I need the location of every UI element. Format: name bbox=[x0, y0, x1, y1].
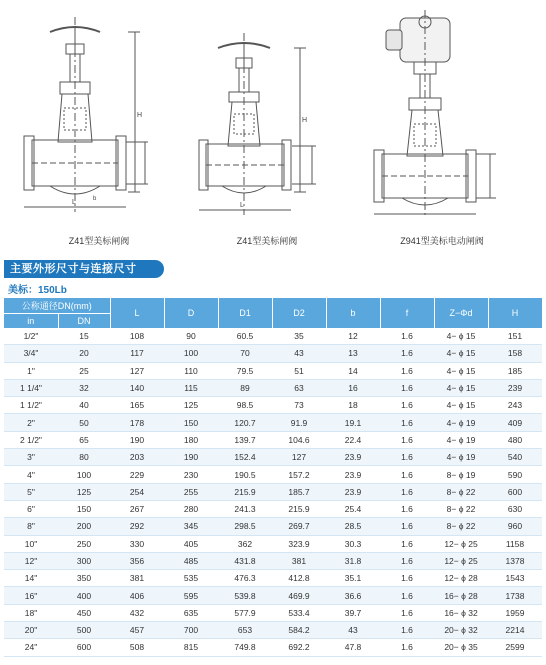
table-cell: 1" bbox=[4, 362, 58, 379]
table-cell: 178 bbox=[110, 414, 164, 431]
table-cell: 24" bbox=[4, 639, 58, 656]
table-cell: 250 bbox=[58, 535, 110, 552]
table-cell: 117 bbox=[110, 345, 164, 362]
table-cell: 20− ϕ 35 bbox=[434, 639, 488, 656]
svg-text:H: H bbox=[137, 112, 143, 119]
table-cell: 63 bbox=[272, 379, 326, 396]
table-cell: 2" bbox=[4, 414, 58, 431]
table-cell: 590 bbox=[488, 466, 542, 483]
table-cell: 533.4 bbox=[272, 604, 326, 621]
table-row bbox=[4, 535, 542, 552]
table-cell: 2599 bbox=[488, 639, 542, 656]
table-cell: 269.7 bbox=[272, 518, 326, 535]
table-cell: 1158 bbox=[488, 535, 542, 552]
table-cell: 15 bbox=[58, 328, 110, 345]
table-cell: 215.9 bbox=[218, 483, 272, 500]
table-row bbox=[4, 362, 542, 379]
table-cell: 4− ϕ 19 bbox=[434, 449, 488, 466]
table-cell: 381 bbox=[110, 570, 164, 587]
table-cell: 108 bbox=[110, 328, 164, 345]
table-cell: 14 bbox=[326, 362, 380, 379]
table-cell: 190 bbox=[110, 431, 164, 448]
table-cell: 1543 bbox=[488, 570, 542, 587]
table-cell: 500 bbox=[58, 622, 110, 639]
table-cell: 406 bbox=[110, 587, 164, 604]
table-cell: 1.6 bbox=[380, 500, 434, 517]
table-cell: 255 bbox=[164, 483, 218, 500]
table-cell: 140 bbox=[110, 379, 164, 396]
table-cell: 30.3 bbox=[326, 535, 380, 552]
svg-text:L: L bbox=[72, 199, 76, 206]
table-row bbox=[4, 518, 542, 535]
table-cell: 584.2 bbox=[272, 622, 326, 639]
table-row bbox=[4, 328, 542, 345]
table-cell: 89 bbox=[218, 379, 272, 396]
header-nominal-diameter: 公称通径DN(mm) bbox=[4, 298, 110, 314]
table-cell: 16 bbox=[326, 379, 380, 396]
table-cell: 20" bbox=[4, 622, 58, 639]
table-cell: 480 bbox=[488, 431, 542, 448]
caption-z41-2: Z41型美标闸阀 bbox=[236, 236, 298, 246]
table-cell: 323.9 bbox=[272, 535, 326, 552]
table-cell: 127 bbox=[272, 449, 326, 466]
table-row bbox=[4, 466, 542, 483]
table-cell: 4− ϕ 19 bbox=[434, 414, 488, 431]
table-cell: 508 bbox=[110, 639, 164, 656]
table-cell: 18" bbox=[4, 604, 58, 621]
table-cell: 535 bbox=[164, 570, 218, 587]
table-cell: 79.5 bbox=[218, 362, 272, 379]
table-cell: 190 bbox=[164, 449, 218, 466]
table-cell: 2 1/2" bbox=[4, 431, 58, 448]
table-cell: 8− ϕ 22 bbox=[434, 518, 488, 535]
gate-valve-drawing-2 bbox=[196, 30, 336, 225]
table-cell: 100 bbox=[58, 466, 110, 483]
table-cell: 10" bbox=[4, 535, 58, 552]
table-cell: 241.3 bbox=[218, 500, 272, 517]
table-cell: 243 bbox=[488, 397, 542, 414]
table-cell: 280 bbox=[164, 500, 218, 517]
table-row bbox=[4, 483, 542, 500]
table-cell: 815 bbox=[164, 639, 218, 656]
table-cell: 203 bbox=[110, 449, 164, 466]
table-cell: 4− ϕ 15 bbox=[434, 379, 488, 396]
table-cell: 5" bbox=[4, 483, 58, 500]
header-f: f bbox=[380, 298, 434, 328]
table-cell: 577.9 bbox=[218, 604, 272, 621]
table-cell: 23.9 bbox=[326, 449, 380, 466]
table-cell: 692.2 bbox=[272, 639, 326, 656]
table-row bbox=[4, 639, 542, 656]
table-cell: 1.6 bbox=[380, 466, 434, 483]
header-L: L bbox=[110, 298, 164, 328]
table-cell: 110 bbox=[164, 362, 218, 379]
table-cell: 700 bbox=[164, 622, 218, 639]
table-cell: 125 bbox=[164, 397, 218, 414]
table-row bbox=[4, 449, 542, 466]
table-cell: 400 bbox=[58, 587, 110, 604]
svg-text:H: H bbox=[302, 117, 308, 124]
table-cell: 4− ϕ 15 bbox=[434, 345, 488, 362]
table-cell: 18 bbox=[326, 397, 380, 414]
table-row bbox=[4, 604, 542, 621]
table-cell: 180 bbox=[164, 431, 218, 448]
table-cell: 185 bbox=[488, 362, 542, 379]
table-cell: 4− ϕ 19 bbox=[434, 431, 488, 448]
table-cell: 239 bbox=[488, 379, 542, 396]
dimension-table bbox=[4, 298, 543, 657]
table-cell: 450 bbox=[58, 604, 110, 621]
table-cell: 635 bbox=[164, 604, 218, 621]
table-cell: 1.6 bbox=[380, 587, 434, 604]
table-cell: 1.6 bbox=[380, 328, 434, 345]
table-row bbox=[4, 552, 542, 569]
table-cell: 469.9 bbox=[272, 587, 326, 604]
table-cell: 1.6 bbox=[380, 622, 434, 639]
table-row bbox=[4, 414, 542, 431]
table-cell: 292 bbox=[110, 518, 164, 535]
table-cell: 1.6 bbox=[380, 449, 434, 466]
table-cell: 362 bbox=[218, 535, 272, 552]
table-cell: 3" bbox=[4, 449, 58, 466]
table-cell: 1.6 bbox=[380, 570, 434, 587]
header-H: H bbox=[488, 298, 542, 328]
table-cell: 91.9 bbox=[272, 414, 326, 431]
table-cell: 1/2" bbox=[4, 328, 58, 345]
table-cell: 35 bbox=[272, 328, 326, 345]
table-cell: 356 bbox=[110, 552, 164, 569]
table-cell: 22.4 bbox=[326, 431, 380, 448]
table-cell: 1.6 bbox=[380, 639, 434, 656]
header-b: b bbox=[326, 298, 380, 328]
table-cell: 43 bbox=[326, 622, 380, 639]
table-cell: 152.4 bbox=[218, 449, 272, 466]
table-cell: 1.6 bbox=[380, 431, 434, 448]
table-row bbox=[4, 570, 542, 587]
table-cell: 1 1/2" bbox=[4, 397, 58, 414]
table-cell: 200 bbox=[58, 518, 110, 535]
svg-text:L: L bbox=[240, 202, 244, 209]
table-cell: 12− ϕ 28 bbox=[434, 570, 488, 587]
table-cell: 540 bbox=[488, 449, 542, 466]
table-cell: 35.1 bbox=[326, 570, 380, 587]
table-cell: 100 bbox=[164, 345, 218, 362]
table-cell: 350 bbox=[58, 570, 110, 587]
table-cell: 16" bbox=[4, 587, 58, 604]
table-cell: 13 bbox=[326, 345, 380, 362]
table-cell: 1378 bbox=[488, 552, 542, 569]
table-cell: 267 bbox=[110, 500, 164, 517]
table-cell: 151 bbox=[488, 328, 542, 345]
table-cell: 485 bbox=[164, 552, 218, 569]
table-cell: 1.6 bbox=[380, 483, 434, 500]
header-D: D bbox=[164, 298, 218, 328]
table-cell: 32 bbox=[58, 379, 110, 396]
table-cell: 1.6 bbox=[380, 345, 434, 362]
table-cell: 1.6 bbox=[380, 414, 434, 431]
table-cell: 8− ϕ 22 bbox=[434, 500, 488, 517]
table-cell: 125 bbox=[58, 483, 110, 500]
table-cell: 31.8 bbox=[326, 552, 380, 569]
gate-valve-drawing-1 bbox=[20, 12, 170, 222]
table-cell: 229 bbox=[110, 466, 164, 483]
table-cell: 330 bbox=[110, 535, 164, 552]
table-cell: 23.9 bbox=[326, 483, 380, 500]
table-cell: 254 bbox=[110, 483, 164, 500]
table-cell: 600 bbox=[58, 639, 110, 656]
table-cell: 98.5 bbox=[218, 397, 272, 414]
table-cell: 28.5 bbox=[326, 518, 380, 535]
table-row bbox=[4, 379, 542, 396]
table-header-row bbox=[4, 298, 542, 314]
table-cell: 1959 bbox=[488, 604, 542, 621]
header-z-d: Z−Φd bbox=[434, 298, 488, 328]
table-cell: 4− ϕ 15 bbox=[434, 328, 488, 345]
table-cell: 1.6 bbox=[380, 604, 434, 621]
table-cell: 749.8 bbox=[218, 639, 272, 656]
table-cell: 1 1/4" bbox=[4, 379, 58, 396]
table-cell: 215.9 bbox=[272, 500, 326, 517]
table-cell: 20 bbox=[58, 345, 110, 362]
table-cell: 4" bbox=[4, 466, 58, 483]
valve-drawings bbox=[0, 0, 546, 250]
table-cell: 1.6 bbox=[380, 535, 434, 552]
table-cell: 412.8 bbox=[272, 570, 326, 587]
table-cell: 6" bbox=[4, 500, 58, 517]
table-cell: 3/4" bbox=[4, 345, 58, 362]
table-cell: 4− ϕ 15 bbox=[434, 397, 488, 414]
table-cell: 630 bbox=[488, 500, 542, 517]
header-D2: D2 bbox=[272, 298, 326, 328]
table-cell: 1.6 bbox=[380, 397, 434, 414]
table-cell: 1.6 bbox=[380, 552, 434, 569]
table-cell: 139.7 bbox=[218, 431, 272, 448]
table-cell: 1738 bbox=[488, 587, 542, 604]
table-cell: 190.5 bbox=[218, 466, 272, 483]
table-cell: 653 bbox=[218, 622, 272, 639]
table-cell: 595 bbox=[164, 587, 218, 604]
table-cell: 60.5 bbox=[218, 328, 272, 345]
table-cell: 12− ϕ 25 bbox=[434, 535, 488, 552]
svg-text:b: b bbox=[93, 196, 97, 202]
electric-gate-valve-drawing bbox=[362, 8, 512, 223]
caption-z41-1: Z41型美标闸阀 bbox=[68, 236, 130, 246]
table-cell: 8− ϕ 19 bbox=[434, 466, 488, 483]
table-cell: 47.8 bbox=[326, 639, 380, 656]
table-cell: 120.7 bbox=[218, 414, 272, 431]
table-row bbox=[4, 587, 542, 604]
table-cell: 20− ϕ 32 bbox=[434, 622, 488, 639]
table-cell: 8− ϕ 22 bbox=[434, 483, 488, 500]
table-cell: 12− ϕ 25 bbox=[434, 552, 488, 569]
table-cell: 457 bbox=[110, 622, 164, 639]
table-cell: 80 bbox=[58, 449, 110, 466]
table-cell: 23.9 bbox=[326, 466, 380, 483]
table-cell: 405 bbox=[164, 535, 218, 552]
table-cell: 50 bbox=[58, 414, 110, 431]
table-cell: 40 bbox=[58, 397, 110, 414]
table-cell: 4− ϕ 15 bbox=[434, 362, 488, 379]
table-cell: 115 bbox=[164, 379, 218, 396]
table-cell: 12" bbox=[4, 552, 58, 569]
table-cell: 600 bbox=[488, 483, 542, 500]
table-cell: 539.8 bbox=[218, 587, 272, 604]
table-cell: 16− ϕ 28 bbox=[434, 587, 488, 604]
table-cell: 150 bbox=[58, 500, 110, 517]
table-cell: 39.7 bbox=[326, 604, 380, 621]
table-cell: 381 bbox=[272, 552, 326, 569]
table-row bbox=[4, 622, 542, 639]
table-cell: 185.7 bbox=[272, 483, 326, 500]
header-D1: D1 bbox=[218, 298, 272, 328]
table-cell: 12 bbox=[326, 328, 380, 345]
table-row bbox=[4, 345, 542, 362]
table-row bbox=[4, 431, 542, 448]
table-cell: 300 bbox=[58, 552, 110, 569]
header-in: in bbox=[4, 314, 58, 329]
table-cell: 157.2 bbox=[272, 466, 326, 483]
standard-label: 美标：150Lb bbox=[8, 285, 67, 296]
table-cell: 1.6 bbox=[380, 518, 434, 535]
caption-z941: Z941型美标电动闸阀 bbox=[400, 236, 484, 246]
table-body bbox=[4, 328, 542, 656]
table-cell: 19.1 bbox=[326, 414, 380, 431]
table-cell: 70 bbox=[218, 345, 272, 362]
header-dn: DN bbox=[58, 314, 110, 329]
table-cell: 2214 bbox=[488, 622, 542, 639]
table-cell: 25 bbox=[58, 362, 110, 379]
table-cell: 43 bbox=[272, 345, 326, 362]
table-cell: 90 bbox=[164, 328, 218, 345]
section-title: 主要外形尺寸与连接尺寸 bbox=[4, 260, 164, 278]
table-cell: 165 bbox=[110, 397, 164, 414]
table-cell: 298.5 bbox=[218, 518, 272, 535]
table-row bbox=[4, 500, 542, 517]
table-cell: 431.8 bbox=[218, 552, 272, 569]
table-row bbox=[4, 397, 542, 414]
table-cell: 25.4 bbox=[326, 500, 380, 517]
table-cell: 1.6 bbox=[380, 379, 434, 396]
table-cell: 16− ϕ 32 bbox=[434, 604, 488, 621]
table-cell: 158 bbox=[488, 345, 542, 362]
table-cell: 104.6 bbox=[272, 431, 326, 448]
table-cell: 73 bbox=[272, 397, 326, 414]
table-cell: 230 bbox=[164, 466, 218, 483]
table-cell: 432 bbox=[110, 604, 164, 621]
table-cell: 476.3 bbox=[218, 570, 272, 587]
table-cell: 51 bbox=[272, 362, 326, 379]
table-cell: 65 bbox=[58, 431, 110, 448]
table-cell: 409 bbox=[488, 414, 542, 431]
table-cell: 14" bbox=[4, 570, 58, 587]
table-cell: 36.6 bbox=[326, 587, 380, 604]
table-cell: 150 bbox=[164, 414, 218, 431]
table-cell: 1.6 bbox=[380, 362, 434, 379]
table-cell: 345 bbox=[164, 518, 218, 535]
table-cell: 960 bbox=[488, 518, 542, 535]
table-cell: 8" bbox=[4, 518, 58, 535]
table-cell: 127 bbox=[110, 362, 164, 379]
